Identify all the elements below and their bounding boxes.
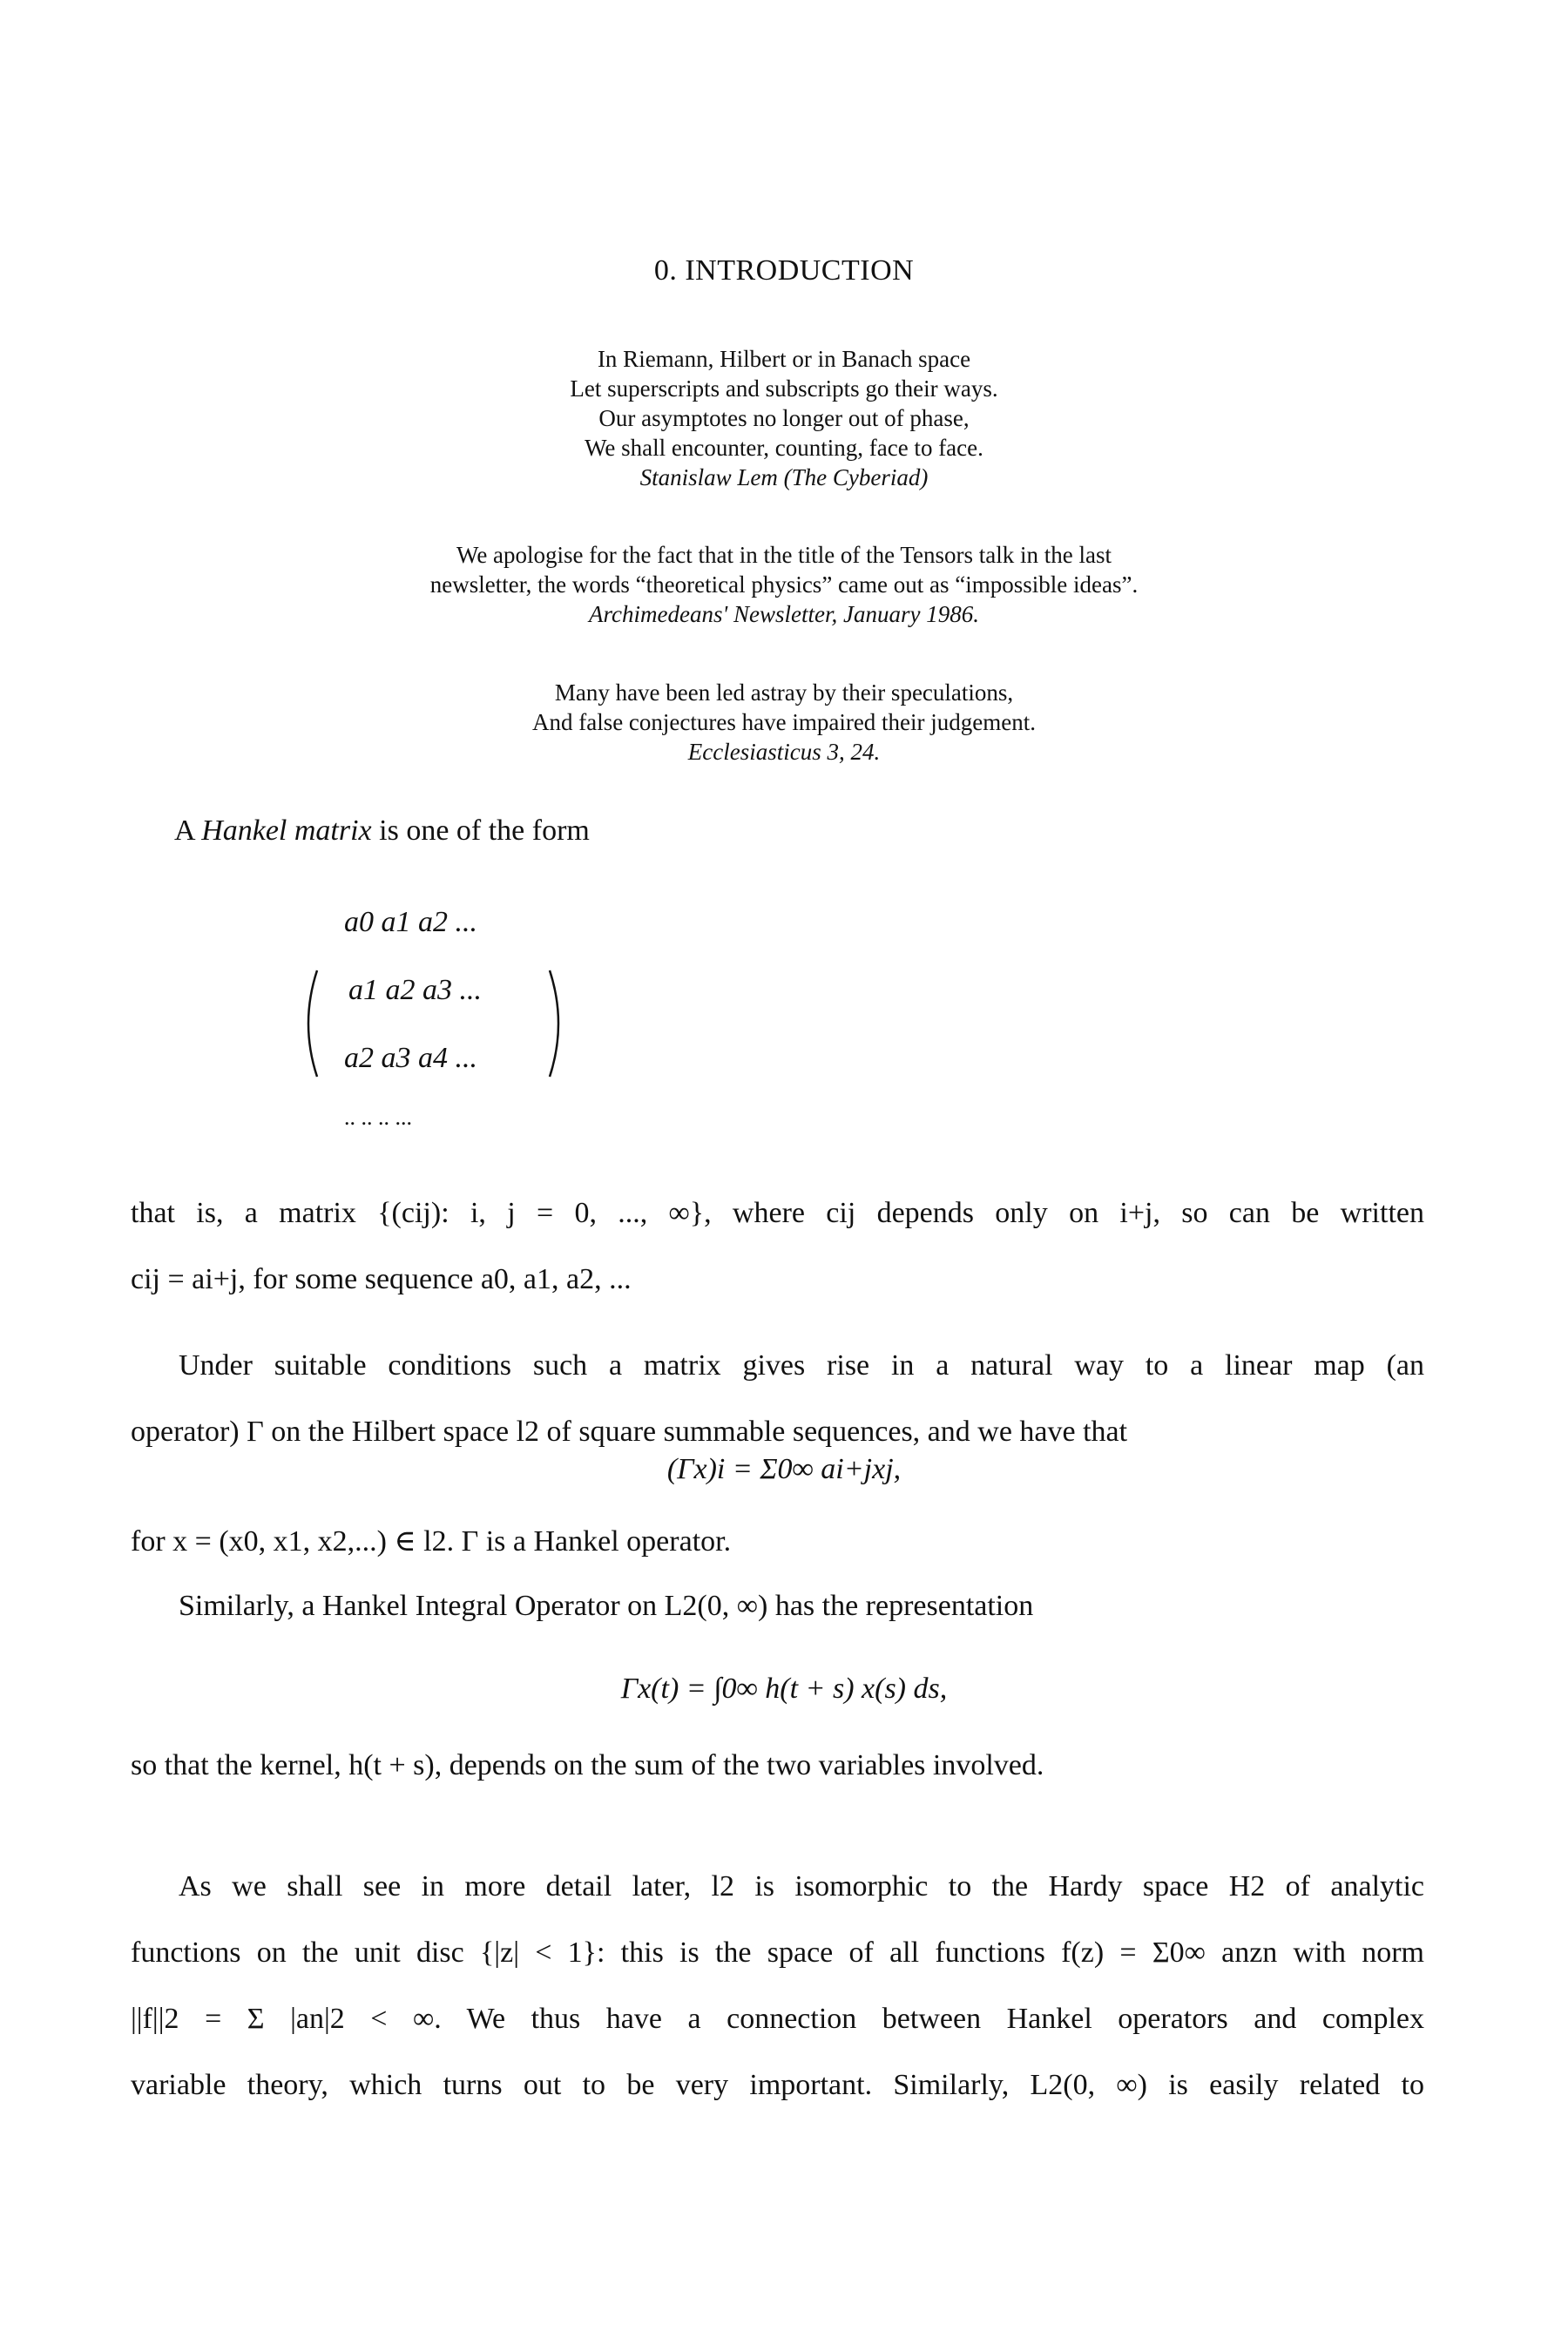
text-line: As we shall see in more detail later, l2 is isomorphic to the Hardy space H2 of analytic [179, 1870, 1424, 1903]
epigraph-ecclesiasticus [0, 678, 1568, 767]
paragraph-matrix-definition [131, 1180, 1424, 1313]
epigraph-line: newsletter, the words “theoretical physics” came out as “impossible ideas”. [429, 571, 1139, 598]
epigraph-source: Stanislaw Lem (The Cyberiad) [639, 464, 929, 490]
paragraph-hardy-space [131, 1854, 1424, 2119]
epigraph-source: Archimedeans' Newsletter, January 1986. [589, 601, 979, 627]
epigraph-source: Ecclesiasticus 3, 24. [687, 739, 881, 765]
epigraph-line: In Riemann, Hilbert or in Banach space [597, 346, 971, 372]
paragraph-kernel: so that the kernel, h(t + s), depends on the sum of the two variables involved. [131, 1749, 1044, 1781]
text-line: functions on the unit disc {|z| < 1}: this is the space of all functions f(z) = Σ0∞ anzn with norm [131, 1936, 1424, 1969]
text-line: ||f||2 = Σ |an|2 < ∞. We thus have a connection between Hankel operators and complex [131, 2003, 1424, 2035]
epigraph-line: We shall encounter, counting, face to face. [585, 435, 983, 461]
epigraph-line: Let superscripts and subscripts go their ways. [570, 375, 998, 402]
hankel-matrix-intro: A Hankel matrix is one of the form [174, 814, 590, 847]
text-line: that is, a matrix {(cij): i, j = 0, ..., ∞}, where cij depends only on i+j, so can be written [131, 1197, 1424, 1229]
text-line: variable theory, which turns out to be very important. Similarly, L2(0, ∞) is easily related to [131, 2069, 1424, 2101]
epigraph-line: Our asymptotes no longer out of phase, [598, 405, 970, 431]
paragraph-integral-operator: Similarly, a Hankel Integral Operator on L2(0, ∞) has the representation [179, 1590, 1034, 1622]
matrix-row: a2 a3 a4 ... [344, 1042, 477, 1074]
paragraph-hankel-operator [131, 1333, 1424, 1465]
text-line: Under suitable conditions such a matrix gives rise in a natural way to a linear map (an [179, 1349, 1424, 1382]
matrix-row: .. .. .. ... [344, 1105, 412, 1130]
matrix-row: a0 a1 a2 ... [344, 906, 477, 938]
epigraph-line: Many have been led astray by their speculations, [554, 679, 1014, 706]
epigraph-newsletter [0, 540, 1568, 629]
equation-hankel-sum: (Γx)i = Σ0∞ ai+jxj, [666, 1453, 902, 1485]
equation-hankel-integral: Γx(t) = ∫0∞ h(t + s) x(s) ds, [620, 1673, 948, 1705]
left-paren-icon [296, 967, 322, 1080]
epigraph-line: And false conjectures have impaired their judgement. [531, 709, 1037, 735]
section-heading: 0. INTRODUCTION [653, 254, 915, 287]
hankel-matrix-term: Hankel matrix [201, 814, 372, 847]
epigraph-line: We apologise for the fact that in the title of the Tensors talk in the last [456, 542, 1112, 568]
right-paren-icon [544, 967, 571, 1080]
matrix-row: a1 a2 a3 ... [348, 974, 482, 1006]
text-line: cij = ai+j, for some sequence a0, a1, a2, ... [131, 1263, 632, 1295]
hankel-matrix-display [296, 897, 584, 1150]
paragraph-hankel-operator-def: for x = (x0, x1, x2,...) ∈ l2. Γ is a Hankel operator. [131, 1525, 732, 1558]
text-line: operator) Γ on the Hilbert space l2 of square summable sequences, and we have that [131, 1416, 1128, 1448]
epigraph-lem [0, 344, 1568, 492]
